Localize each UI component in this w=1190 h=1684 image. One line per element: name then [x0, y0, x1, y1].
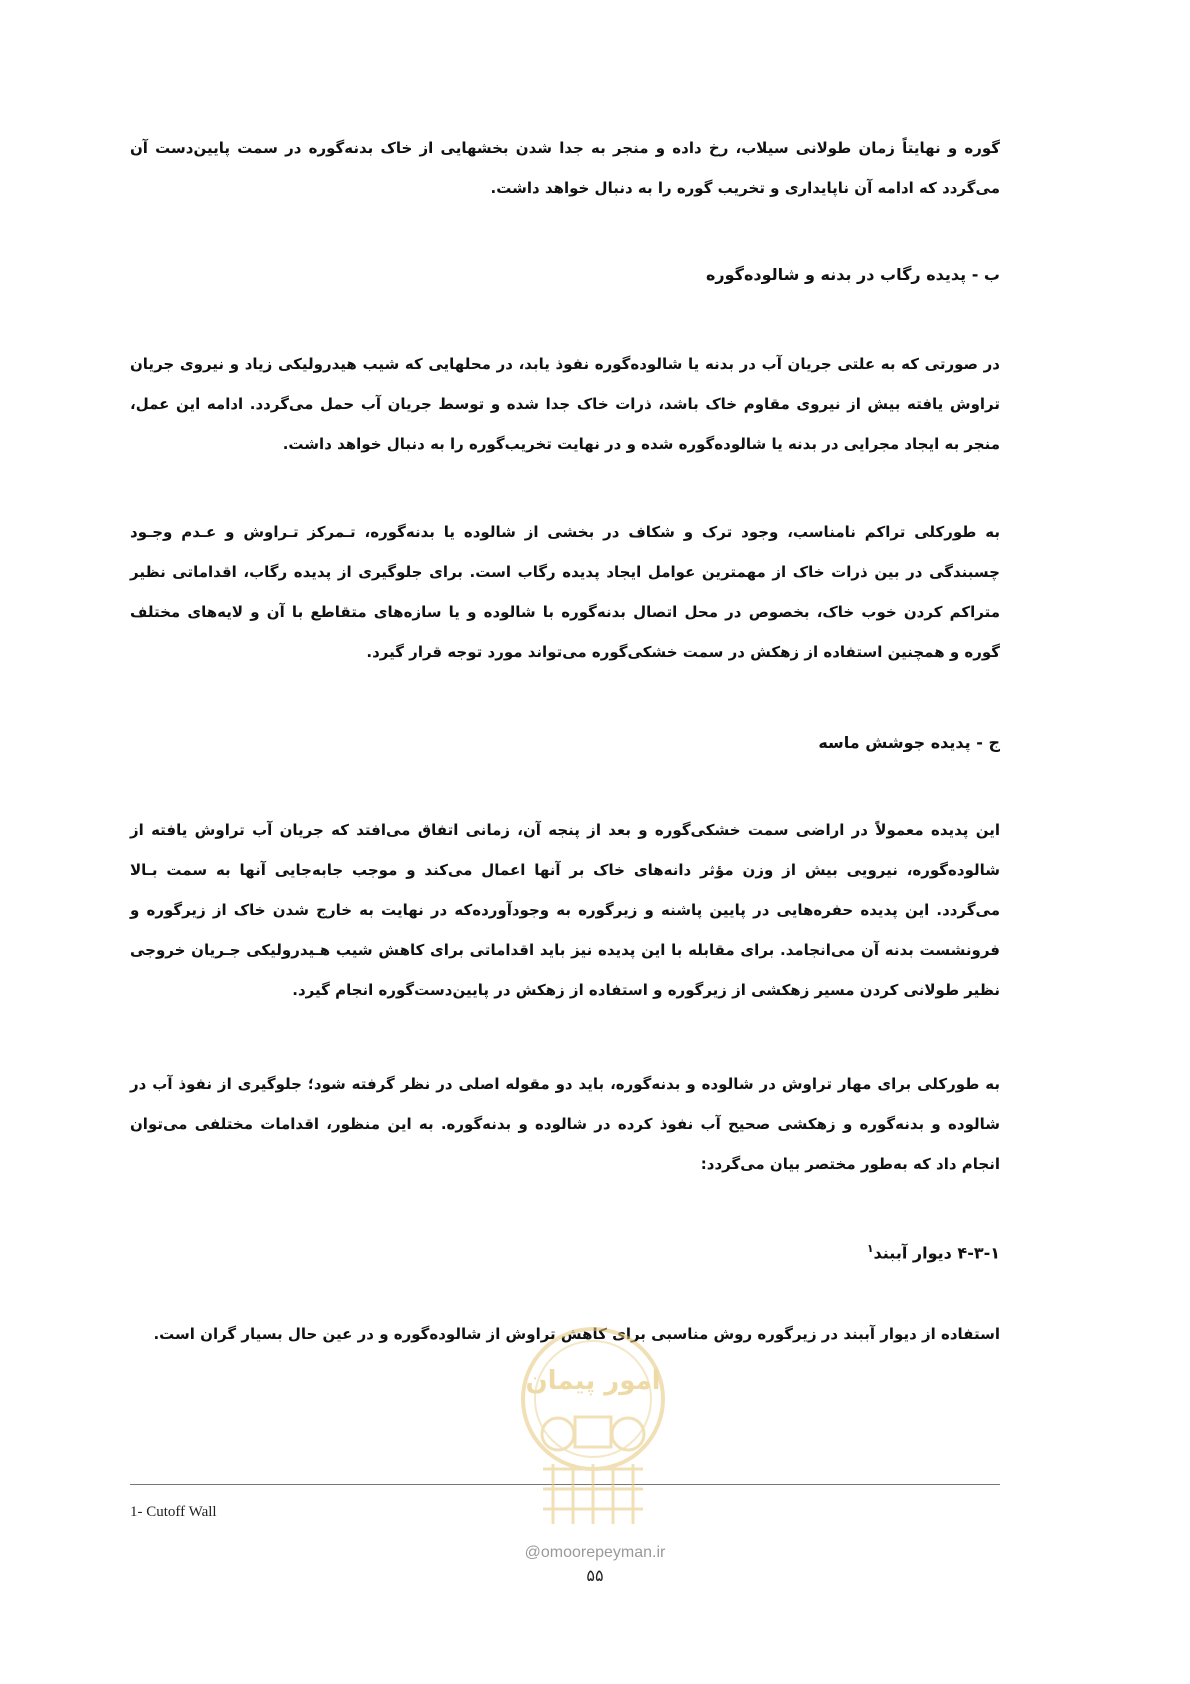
paragraph-3: به طورکلی تراکم نامناسب، وجود ترک و شکاف در بخشی از شالوده یا بدنه‌گوره، تـمرکز تـراوش و عـدم وجـود چسبندگی در بین ذرات خاک از مهمترین عوامل ایجاد پدیده رگاب است. برای جلوگیری از پدیده رگاب، اقداماتی نظیر متراکم کردن خوب خاک، بخصوص در محل اتصال بدنه‌گوره با شالوده و یا سازه‌های متقاطع با آن و لایه‌های مختلف گوره و همچنین استفاده از زهکش در سمت خشکی‌گوره می‌تواند مورد توجه قرار گیرد. [130, 523, 1000, 661]
paragraph-4: این پدیده معمولاً در اراضی سمت خشکی‌گوره و بعد از پنجه آن، زمانی اتفاق می‌افتد که جریان آب تراوش یافته از شالوده‌گوره، نیرویی بیش از وزن مؤثر دانه‌های خاک بر آنها اعمال می‌کند و موجب جابه‌جایی آنها به سمت بـالا می‌گردد. این پدیده حفره‌هایی در پایین پاشنه و زیرگوره به وجودآورده‌که در نهایت به خارج شدن خاک از زیرگوره و فرونشست بدنه آن می‌انجامد. برای مقابله با این پدیده نیز باید اقداماتی برای کاهش شیب هـیدرولیکی جـریان خروجی نظیر طولانی کردن مسیر زهکشی از زیرگوره و استفاده از زهکش در پایین‌دست‌گوره انجام گیرد. [130, 821, 1000, 999]
paragraph-1: گوره و نهایتاً زمان طولانی سیلاب، رخ داده و منجر به جدا شدن بخشهایی از خاک بدنه‌گوره در سمت پایین‌دست آن می‌گردد که ادامه آن ناپایداری و تخریب گوره را به دنبال خواهد داشت. [130, 139, 1000, 197]
paragraph-2: در صورتی که به علتی جریان آب در بدنه یا شالوده‌گوره نفوذ یابد، در محلهایی که شیب هیدرولیکی زیاد و نیروی جریان تراوش یافته بیش از نیروی مقاوم خاک باشد، ذرات خاک جدا شده و توسط جریان آب حمل می‌گردد. ادامه این عمل، منجر به ایجاد مجرایی در بدنه یا شالوده‌گوره شده و در نهایت تخریب‌گوره را به دنبال خواهد داشت. [130, 355, 1000, 453]
paragraph-5: به طورکلی برای مهار تراوش در شالوده و بدنه‌گوره، باید دو مقوله اصلی در نظر گرفته شود؛ جلوگیری از نفوذ آب در شالوده و بدنه‌گوره و زهکشی صحیح آب نفوذ کرده در شالوده و بدنه‌گوره. به این منظور، اقدامات مختلفی می‌توان انجام داد که به‌طور مختصر بیان می‌گردد: [130, 1075, 1000, 1173]
section-heading-b: ب - پدیده رگاب در بدنه و شالوده‌گوره [705, 265, 1000, 284]
footnote: 1- Cutoff Wall [130, 1504, 217, 1520]
watermark-url: @omoorepeyman.ir [524, 1544, 666, 1561]
heading-text: ۴-۳-۱ دیوار آببند [873, 1243, 1000, 1263]
section-heading-j: ج - پدیده جوشش ماسه [818, 733, 1000, 752]
footnote-divider [130, 1484, 1000, 1485]
paragraph-6: استفاده از دیوار آببند در زیرگوره روش مناسبی برای کاهش تراوش از شالوده‌گوره و در عین حال بسیار گران است. [153, 1325, 1000, 1343]
footnote-reference: ۱ [866, 1242, 874, 1255]
section-heading-4-3-1 [130, 1234, 1000, 1268]
page-number: ۵۵ [586, 1566, 604, 1585]
watermark-logo-text: امور پیمان [525, 1366, 661, 1396]
